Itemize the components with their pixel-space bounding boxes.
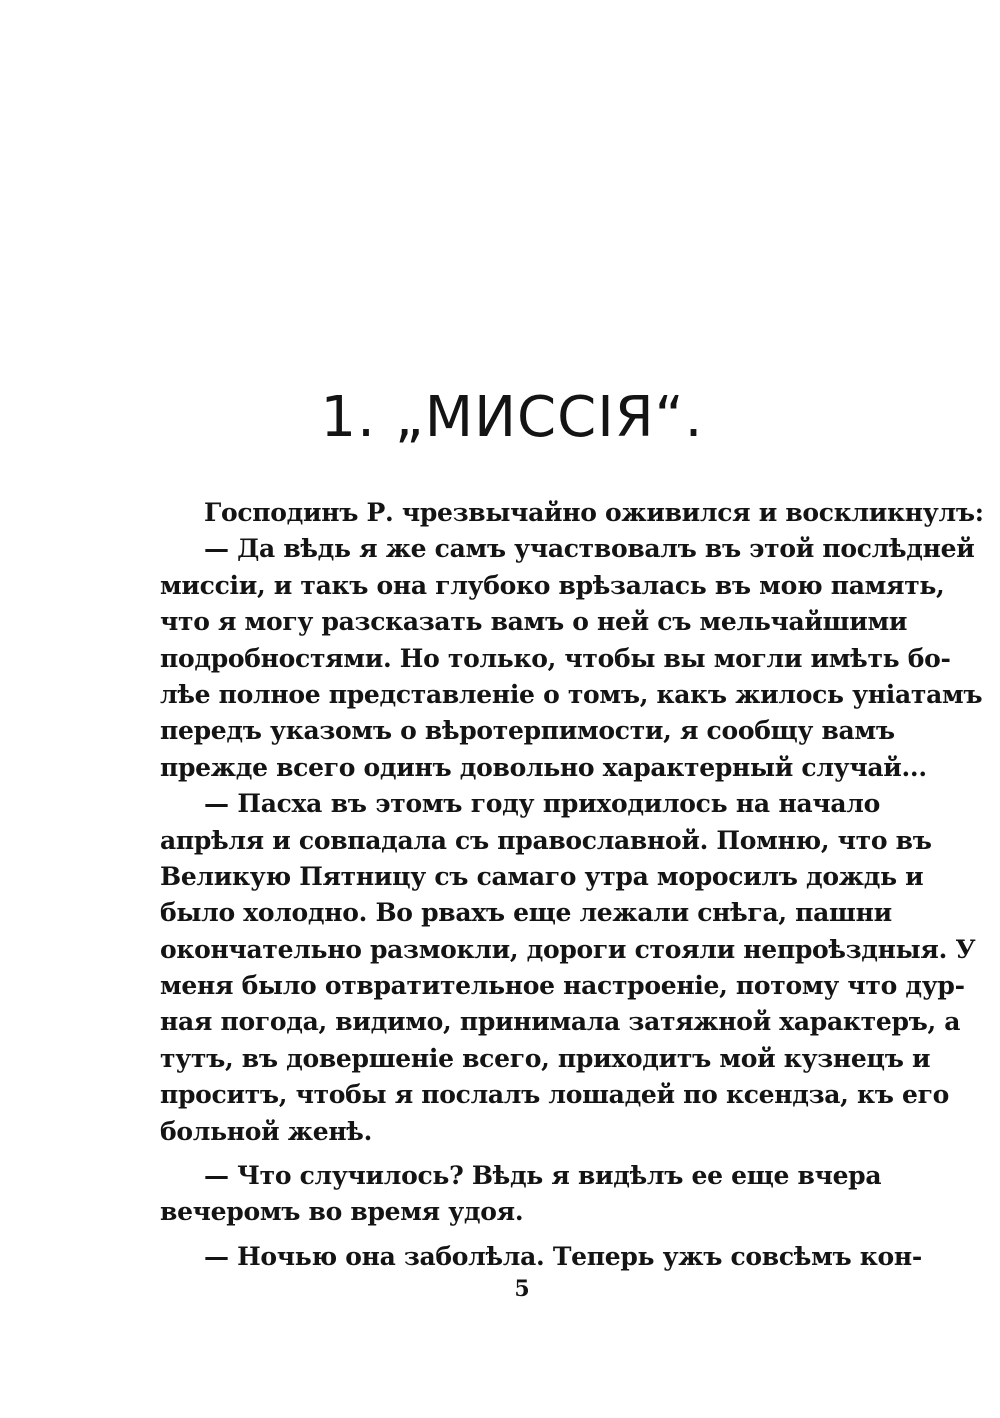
text-line: апрѣля и совпадала съ православной. Помню, что въ bbox=[160, 825, 932, 855]
text-line: ная погода, видимо, принимала затяжной характеръ, а bbox=[160, 1007, 961, 1037]
text-line: проситъ, чтобы я послалъ лошадей по ксендза, къ его bbox=[160, 1080, 949, 1110]
text-line: Господинъ Р. чрезвычайно оживился и воскликнулъ: bbox=[204, 498, 984, 527]
text-line: вечеромъ во время удоя. bbox=[160, 1197, 524, 1227]
text-line: — Что случилось? Вѣдь я видѣлъ ее еще вчера bbox=[204, 1161, 882, 1191]
chapter-title: 1. „МИССІЯ“. bbox=[320, 385, 704, 450]
body-text bbox=[160, 495, 984, 1275]
text-line: — Да вѣдь я же самъ участвовалъ въ этой послѣдней bbox=[204, 534, 975, 564]
text-line: меня было отвратительное настроеніе, потому что дур- bbox=[160, 971, 965, 1001]
text-line: миссіи, и такъ она глубоко врѣзалась въ мою память, bbox=[160, 570, 945, 600]
text-line: лѣе полное представленіе о томъ, какъ жилось уніатамъ bbox=[160, 679, 983, 709]
text-line: что я могу разсказать вамъ о ней съ мельчайшими bbox=[160, 607, 908, 637]
text-line: окончательно размокли, дороги стояли непроѣздныя. У bbox=[160, 934, 976, 964]
text-line: тутъ, въ довершеніе всего, приходитъ мой кузнецъ и bbox=[160, 1043, 931, 1073]
text-line: — Ночью она заболѣла. Теперь ужъ совсѣмъ кон- bbox=[204, 1241, 922, 1271]
text-line: больной женѣ. bbox=[160, 1116, 372, 1146]
text-line: прежде всего одинъ довольно характерный случай... bbox=[160, 752, 927, 782]
text-line: подробностями. Но только, чтобы вы могли имѣть бо- bbox=[160, 643, 951, 673]
text-line: Великую Пятницу съ самаго утра моросилъ дождь и bbox=[160, 861, 924, 891]
page-number: 5 bbox=[514, 1276, 530, 1302]
text-line: было холодно. Во рвахъ еще лежали снѣга, пашни bbox=[160, 898, 892, 928]
text-line: — Пасха въ этомъ году приходилось на начало bbox=[204, 789, 880, 819]
text-line: передъ указомъ о вѣротерпимости, я сообщу вамъ bbox=[160, 716, 895, 746]
